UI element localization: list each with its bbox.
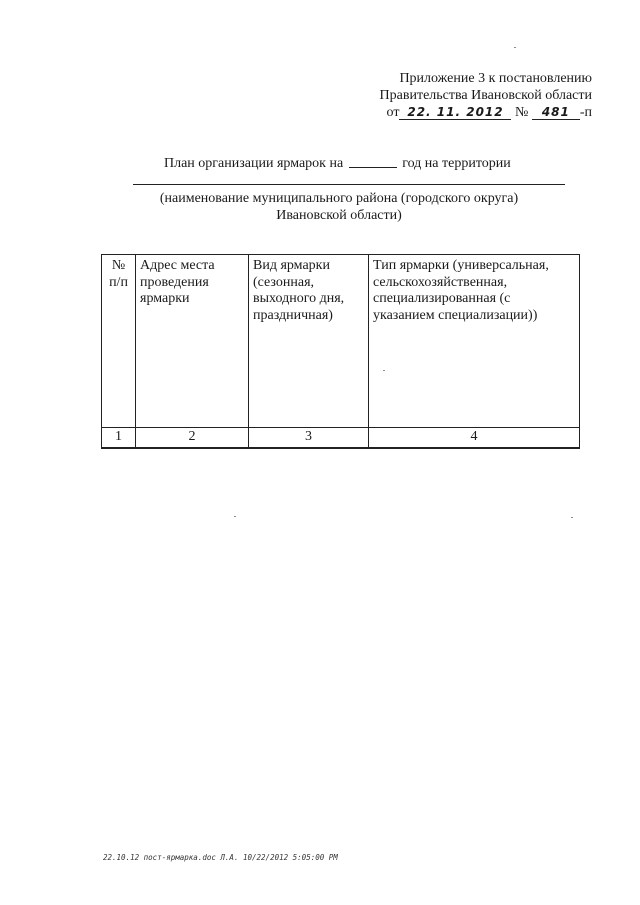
- caption-line-2: Ивановской области): [276, 208, 402, 223]
- appendix-line-3: [362, 104, 592, 121]
- table-numbering-row: [102, 428, 580, 448]
- handwritten-number: 481: [532, 105, 580, 120]
- fair-plan-table: [101, 254, 580, 449]
- scan-speck: [571, 517, 573, 518]
- appendix-header: [362, 70, 592, 121]
- table-header-row: [102, 255, 580, 428]
- title-prefix: План организации ярмарок на: [164, 156, 344, 171]
- appendix-line-1: Приложение 3 к постановлению: [399, 71, 592, 86]
- document-title: [164, 156, 511, 172]
- numbering-cell-2: 2: [136, 428, 249, 448]
- scan-speck: [383, 370, 385, 371]
- handwritten-date: 22. 11. 2012: [399, 105, 511, 120]
- appendix-line-2: Правительства Ивановской области: [379, 88, 592, 103]
- number-label: №: [514, 105, 529, 120]
- header-cell-number: № п/п: [102, 255, 136, 428]
- caption-line-1: (наименование муниципального района (городского округа): [159, 191, 519, 206]
- numbering-cell-3: 3: [249, 428, 369, 448]
- header-cell-kind: Вид ярмарки (сезонная, выходного дня, праздничная): [249, 255, 369, 428]
- header-cell-type: Тип ярмарки (универсальная, сельскохозяйственная, специализированная (с указанием специализации)): [369, 255, 580, 428]
- scan-speck: [514, 47, 516, 48]
- document-footer: 22.10.12 пост-ярмарка.doc Л.А. 10/22/2012 5:05:00 PM: [103, 853, 338, 862]
- title-suffix: год на территории: [402, 156, 511, 171]
- numbering-cell-4: 4: [369, 428, 580, 448]
- header-cell-address: Адрес места проведения ярмарки: [136, 255, 249, 428]
- municipality-caption: [100, 190, 578, 224]
- number-suffix: -п: [579, 105, 592, 120]
- numbering-cell-1: 1: [102, 428, 136, 448]
- from-label: от: [386, 105, 400, 120]
- year-blank: [349, 167, 397, 168]
- municipality-name-line: [133, 184, 565, 185]
- scan-speck: [234, 516, 236, 517]
